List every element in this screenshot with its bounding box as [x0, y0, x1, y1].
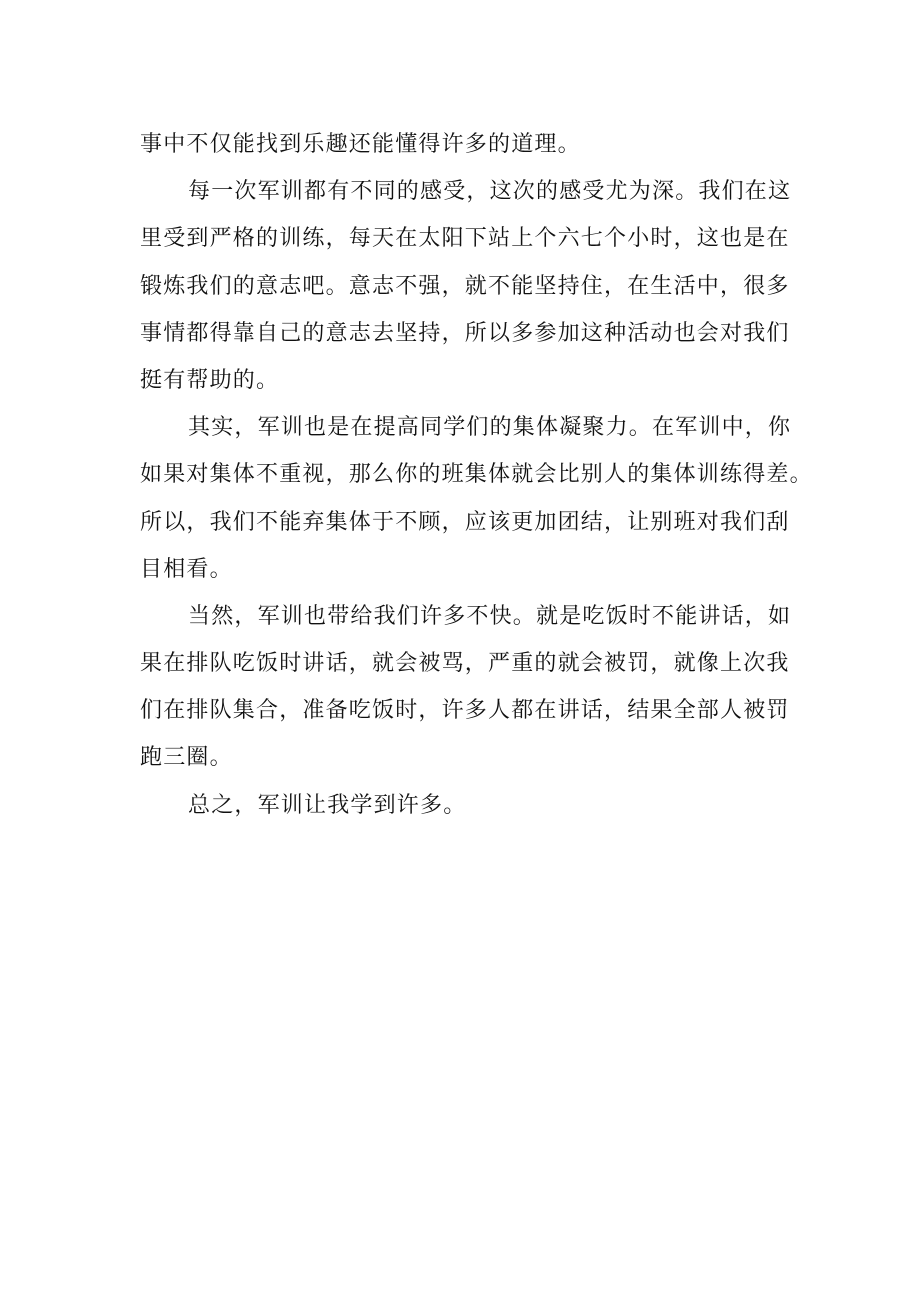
text-line: 事情都得靠自己的意志去坚持，所以多参加这种活动也会对我们 — [140, 320, 790, 346]
text-line: 里受到严格的训练，每天在太阳下站上个六七个小时，这也是在 — [140, 226, 790, 252]
text-line: 锻炼我们的意志吧。意志不强，就不能坚持住，在生活中，很多 — [140, 273, 790, 299]
paragraph-first-line: 每一次军训都有不同的感受，这次的感受尤为深。我们在这 — [188, 179, 792, 205]
paragraph-first-line: 其实，军训也是在提高同学们的集体凝聚力。在军训中，你 — [188, 415, 792, 441]
text-line: 们在排队集合，准备吃饭时，许多人都在讲话，结果全部人被罚 — [140, 698, 790, 724]
paragraph-first-line: 当然，军训也带给我们许多不快。就是吃饭时不能讲话，如 — [188, 603, 792, 629]
text-line: 事中不仅能找到乐趣还能懂得许多的道理。 — [140, 132, 581, 157]
text-line: 如果对集体不重视，那么你的班集体就会比别人的集体训练得差。 — [140, 462, 813, 488]
text-line: 果在排队吃饭时讲话，就会被骂，严重的就会被罚，就像上次我 — [140, 651, 790, 677]
paragraph-first-line: 总之，军训让我学到许多。 — [188, 792, 467, 818]
text-line: 挺有帮助的。 — [140, 367, 280, 393]
body-text — [140, 121, 813, 829]
text-line: 所以，我们不能弃集体于不顾，应该更加团结，让别班对我们刮 — [140, 509, 790, 535]
text-line: 目相看。 — [140, 556, 233, 582]
text-line: 跑三圈。 — [140, 745, 233, 771]
